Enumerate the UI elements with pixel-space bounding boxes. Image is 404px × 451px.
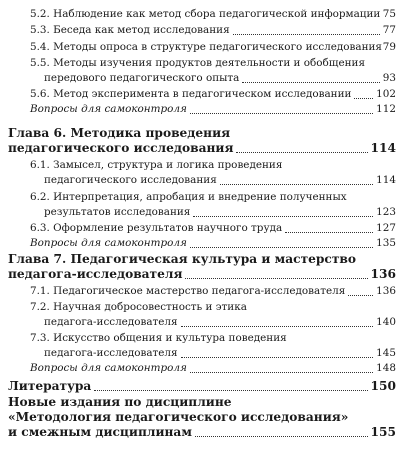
toc-page-number: 75 — [382, 8, 396, 20]
toc-page-number: 127 — [376, 222, 396, 234]
toc-page-number: 140 — [376, 316, 396, 328]
toc-dot-leader — [236, 152, 367, 153]
separator-before-literature — [0, 370, 404, 371]
toc-dot-leader — [354, 98, 373, 99]
toc-entry-text: педагога-исследователя — [8, 267, 183, 281]
toc-entry-text: 7.2. Научная добросовестность и этика — [30, 301, 247, 313]
toc-entry-text: 5.2. Наблюдение как метод сбора педагогической информации — [30, 8, 381, 20]
toc-entry-text: Вопросы для самоконтроля — [30, 237, 187, 249]
toc-page-number: 136 — [376, 285, 396, 297]
toc-page-number: 77 — [382, 24, 396, 36]
toc-entry-text: 5.4. Методы опроса в структуре педагогического исследования — [30, 41, 382, 53]
toc-entry-text: 5.6. Метод эксперимента в педагогическом исследовании — [30, 88, 352, 100]
toc-dot-leader — [94, 390, 367, 391]
toc-chapter-6-line2 — [0, 139, 404, 157]
toc-entry-text: Литература — [8, 379, 92, 393]
toc-dot-leader — [285, 232, 373, 233]
toc-page-number: 150 — [370, 379, 396, 393]
toc-entry-text: Глава 6. Методика проведения — [8, 126, 231, 140]
toc-page-number: 114 — [370, 141, 396, 155]
toc-dot-leader — [193, 216, 373, 217]
toc-page-number: 102 — [376, 88, 396, 100]
toc-entry-text: 5.5. Методы изучения продуктов деятельности и обобщения — [30, 57, 366, 69]
toc-entry-text: педагогического исследования — [44, 174, 217, 186]
toc-new-editions-line3 — [0, 423, 404, 441]
toc-page-number: 135 — [376, 237, 396, 249]
toc-entry-text: 6.2. Интерпретация, апробация и внедрение полученных — [30, 191, 347, 203]
toc-entry-text: 7.3. Искусство общения и культура поведения — [30, 332, 287, 344]
toc-entry-text: 6.3. Оформление результатов научного труда — [30, 222, 283, 234]
toc-dot-leader — [220, 184, 373, 185]
toc-entry-5-3 — [0, 21, 404, 39]
toc-page-number: 114 — [376, 174, 396, 186]
toc-dot-leader — [185, 278, 367, 279]
toc-page-number: 93 — [382, 72, 396, 84]
toc-entry-6-1-line2 — [0, 171, 404, 189]
toc-dot-leader — [190, 372, 373, 373]
toc-page-number: 145 — [376, 347, 396, 359]
toc-page-number: 79 — [382, 41, 396, 53]
toc-page-number: 148 — [376, 362, 396, 374]
toc-entry-text: 5.3. Беседа как метод исследования — [30, 24, 230, 36]
toc-page-number: 123 — [376, 206, 396, 218]
toc-dot-leader — [190, 113, 373, 114]
toc-dot-leader — [348, 295, 373, 296]
toc-dot-leader — [242, 82, 379, 83]
toc-dot-leader — [181, 326, 374, 327]
toc-entry-text: 7.1. Педагогическое мастерство педагога-исследователя — [30, 285, 346, 297]
toc-questions-ch7 — [0, 359, 404, 377]
toc-entry-text: и смежным дисциплинам — [8, 425, 192, 439]
toc-dot-leader — [195, 436, 368, 437]
toc-dot-leader — [233, 34, 380, 35]
separator-before-chapter-7 — [0, 243, 404, 244]
separator-before-chapter-6 — [0, 117, 404, 118]
toc-page-number: 112 — [376, 103, 396, 115]
toc-questions-ch5 — [0, 100, 404, 118]
toc-page-number: 155 — [370, 425, 396, 439]
toc-entry-text: результатов исследования — [44, 206, 191, 218]
toc-entry-text: педагогического исследования — [8, 141, 234, 155]
toc-entry-text: педагога-исследователя — [44, 347, 178, 359]
toc-entry-text: «Методология педагогического исследования» — [8, 410, 349, 424]
toc-entry-text: Новые издания по дисциплине — [8, 395, 232, 409]
toc-chapter-7-line2 — [0, 265, 404, 283]
toc-entry-text: Вопросы для самоконтроля — [30, 362, 187, 374]
toc-entry-text: 6.1. Замысел, структура и логика проведения — [30, 159, 283, 171]
toc-entry-text: Вопросы для самоконтроля — [30, 103, 187, 115]
toc-entry-text: Глава 7. Педагогическая культура и мастерство — [8, 252, 356, 266]
toc-page-number: 136 — [370, 267, 396, 281]
toc-entry-text: передового педагогического опыта — [44, 72, 240, 84]
toc-dot-leader — [181, 357, 374, 358]
toc-dot-leader — [190, 247, 373, 248]
toc-entry-text: педагога-исследователя — [44, 316, 178, 328]
